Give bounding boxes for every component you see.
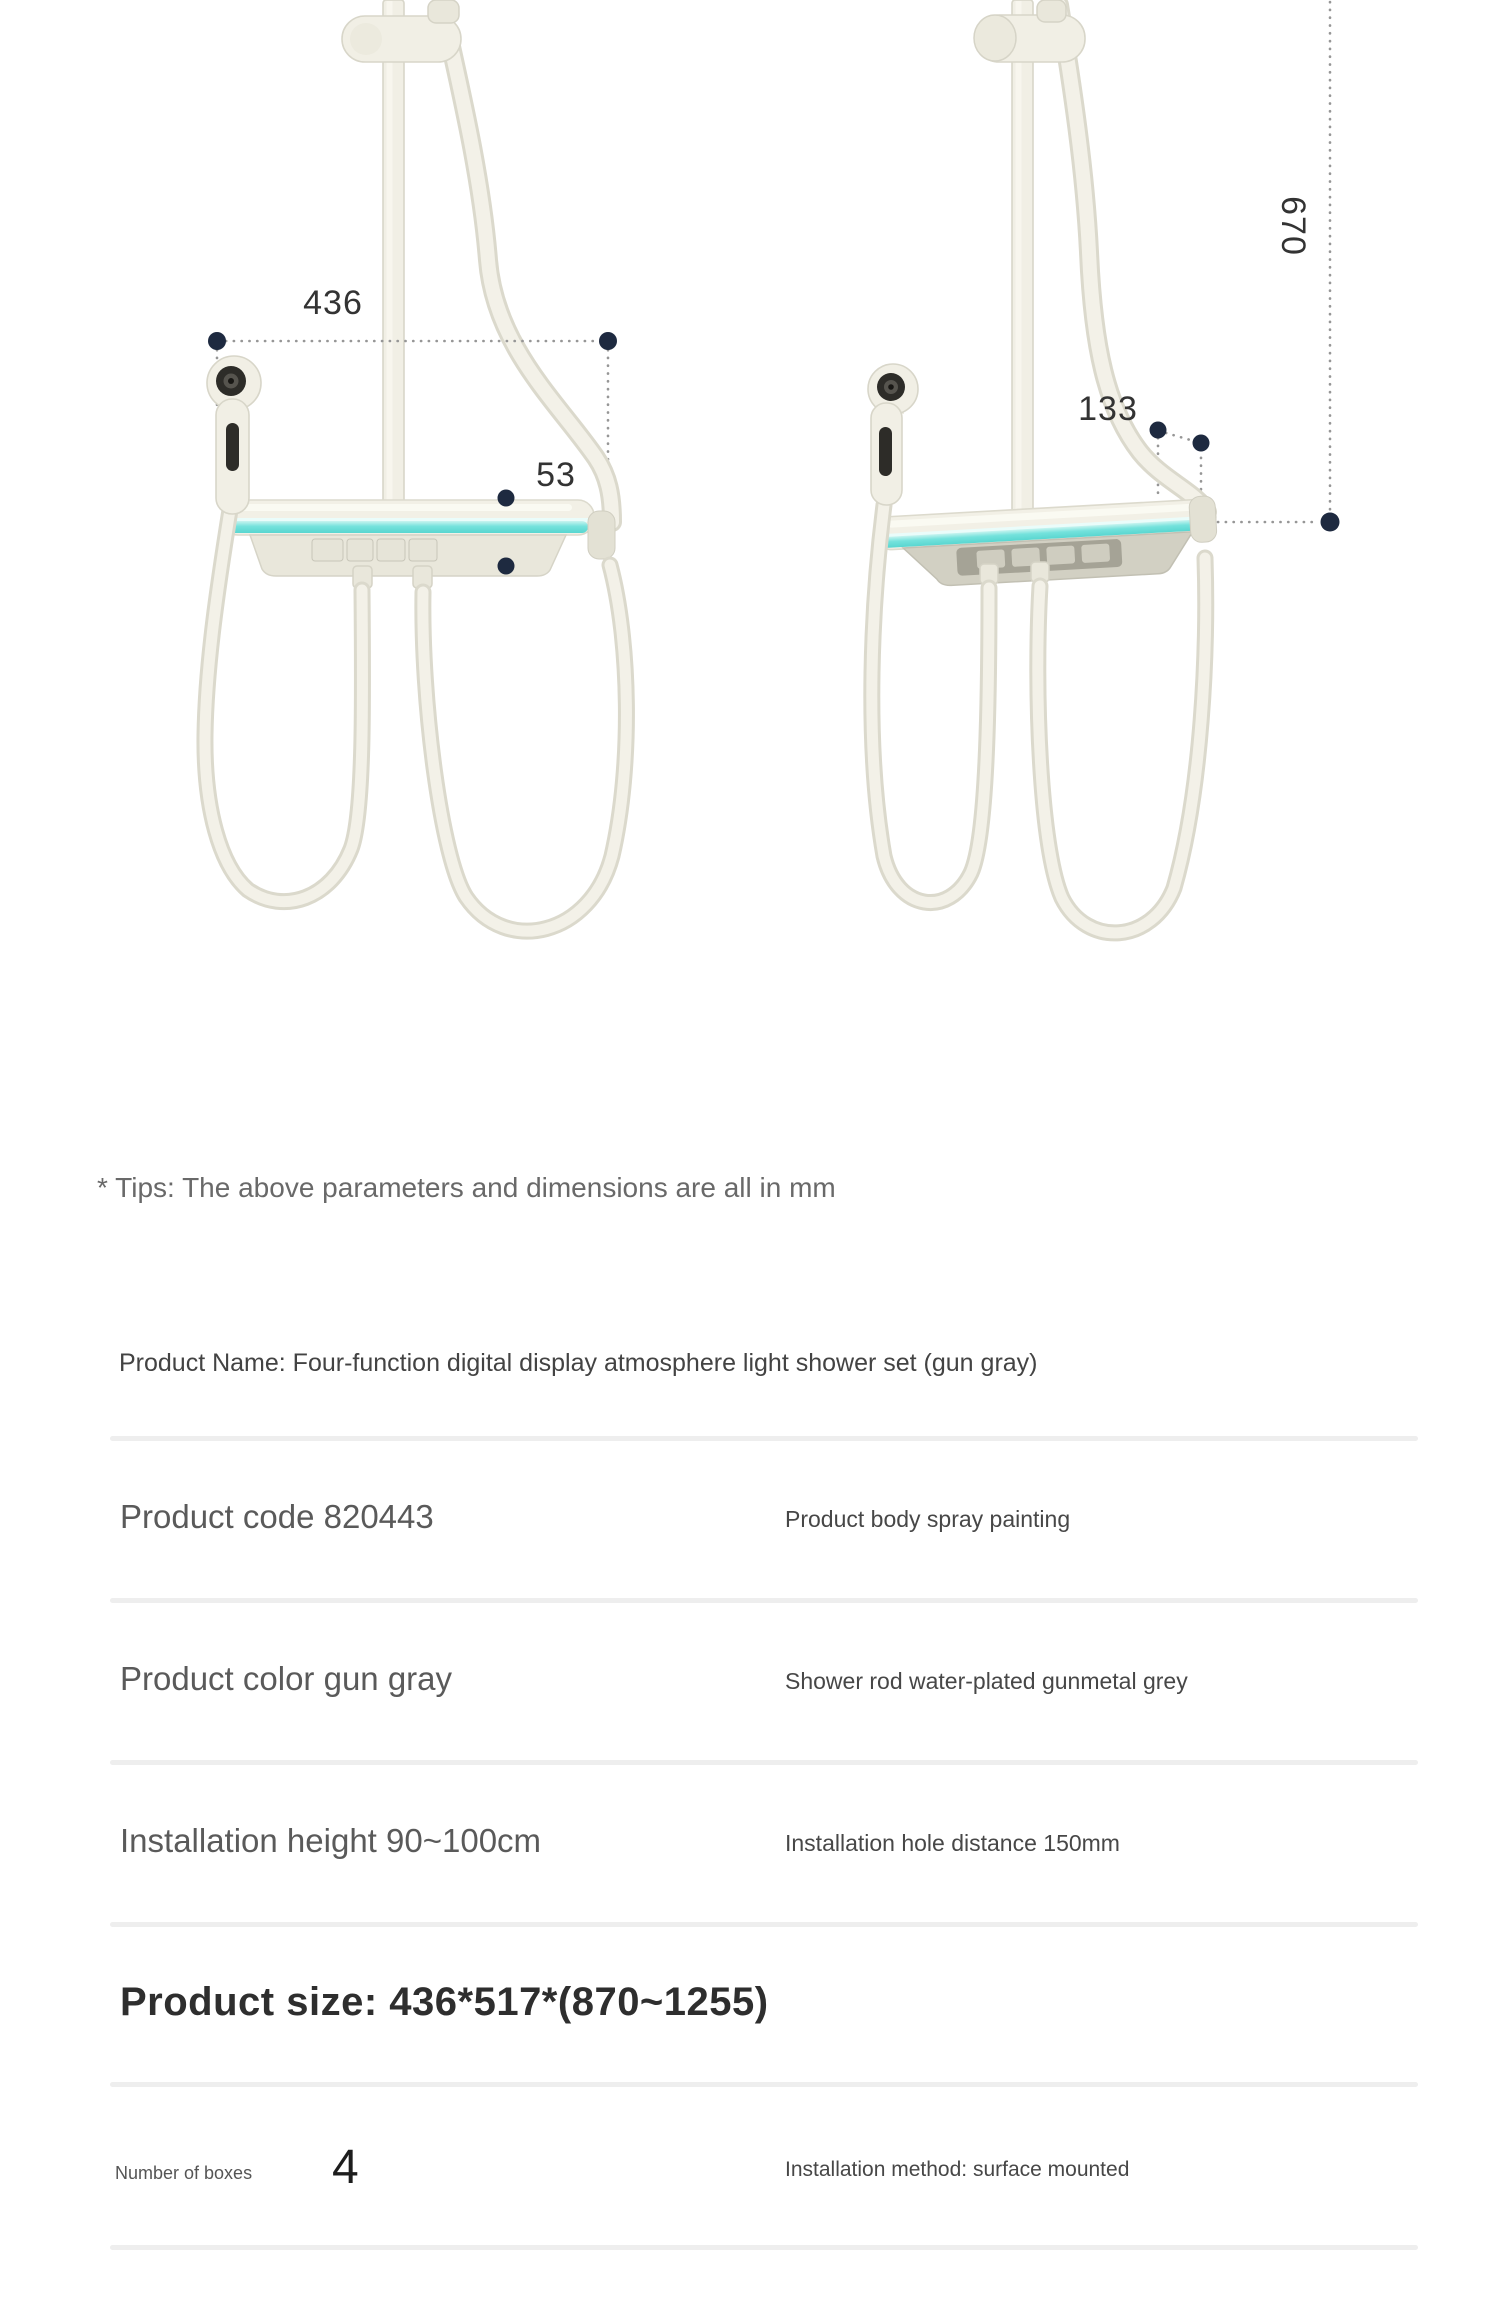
hand-sprayer: [868, 364, 918, 505]
control-button: [377, 539, 405, 561]
spec-hole-distance: Installation hole distance 150mm: [785, 1830, 1120, 1856]
shower-rod-highlight: [387, 1, 393, 517]
divider: [110, 1436, 1418, 1441]
sprayer-slot: [226, 423, 239, 471]
control-button: [1046, 545, 1075, 565]
control-button: [1081, 543, 1110, 563]
hose-outlet-cap: [1189, 495, 1218, 542]
spec-body-finish: Product body spray painting: [785, 1506, 1071, 1532]
shower-rod: [383, 0, 404, 518]
divider: [110, 1760, 1418, 1765]
dim-dot: [599, 332, 617, 350]
sprayer-slot: [879, 427, 892, 476]
holder-knob: [1037, 0, 1066, 22]
spec-product-size: Product size: 436*517*(870~1255): [120, 1980, 769, 2024]
shelf-underside: [250, 535, 566, 576]
dimension-label-width: 436: [303, 284, 363, 322]
spec-rod-finish: Shower rod water-plated gunmetal grey: [785, 1668, 1188, 1694]
control-button: [347, 539, 373, 561]
dimension-label-hole-distance: 133: [1078, 390, 1138, 428]
divider: [110, 2245, 1418, 2250]
divider: [110, 1922, 1418, 1927]
rod-holder-cap: [974, 15, 1016, 61]
shelf: [222, 500, 615, 576]
divider: [110, 1598, 1418, 1603]
led-strip: [228, 521, 588, 533]
dimension-label-height: 670: [1274, 196, 1312, 256]
spec-product-color: Product color gun gray: [120, 1660, 453, 1697]
dimension-diagram: [0, 0, 1500, 1060]
shower-rod: [1012, 0, 1033, 512]
spec-product-code: Product code 820443: [120, 1498, 434, 1535]
shower-rod-highlight: [1016, 1, 1022, 511]
dim-dot: [208, 332, 226, 350]
holder-knob: [428, 0, 459, 23]
rod-holder-cap: [350, 23, 382, 55]
spec-number-of-boxes-value: 4: [332, 2141, 359, 2194]
dim-dot: [498, 490, 515, 507]
dim-dot: [1321, 513, 1340, 532]
product-name: Product Name: Four-function digital display atmosphere light shower set (gun gray): [119, 1349, 1038, 1377]
spec-installation-height: Installation height 90~100cm: [120, 1822, 542, 1859]
dim-line-133: [1166, 433, 1194, 441]
right-shower-illustration: [868, 0, 1340, 933]
dim-dot: [498, 558, 515, 575]
spec-installation-method: Installation method: surface mounted: [785, 2158, 1130, 2181]
control-button: [312, 539, 343, 561]
hand-sprayer: [207, 356, 261, 514]
dim-dot: [1193, 435, 1210, 452]
divider: [110, 2082, 1418, 2087]
dimension-label-shelf-height: 53: [536, 456, 576, 494]
control-button: [409, 539, 437, 561]
tips-note: * Tips: The above parameters and dimensions are all in mm: [97, 1172, 836, 1203]
spec-number-of-boxes-label: Number of boxes: [115, 2163, 253, 2183]
hose-outlet-cap: [588, 511, 615, 559]
